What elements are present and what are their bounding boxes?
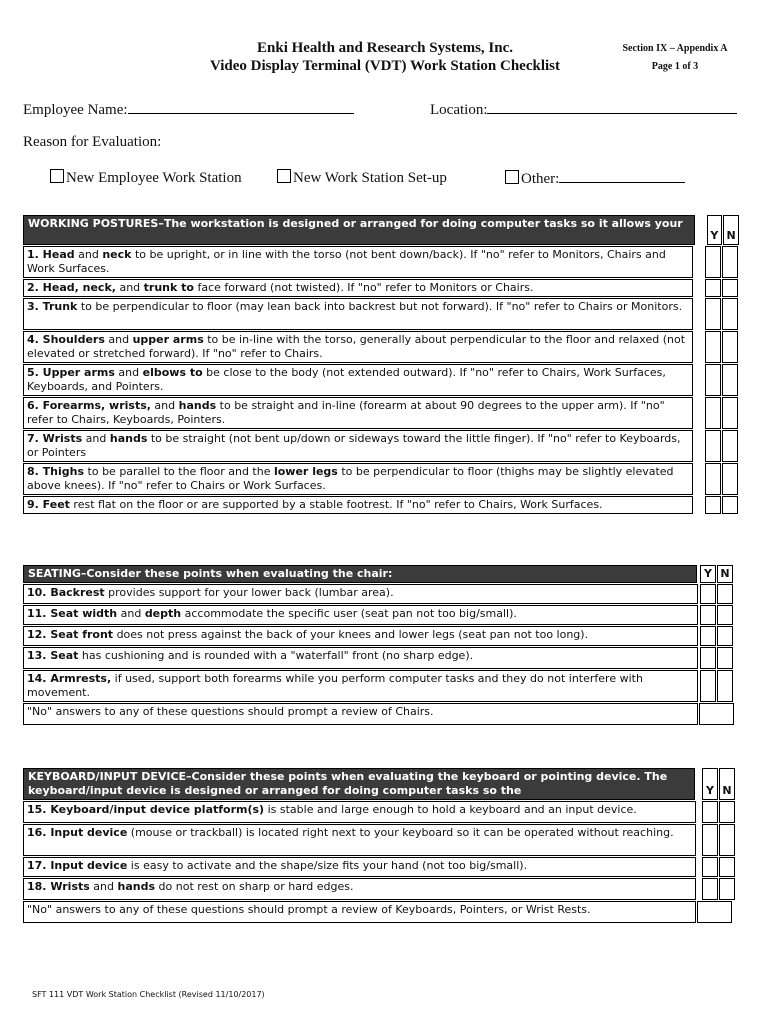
- checklist-row: [23, 397, 739, 429]
- checklist-row: [23, 647, 739, 669]
- yes-column-header: Y: [700, 565, 716, 583]
- option-new-setup-label: New Work Station Set-up: [293, 170, 447, 186]
- question-keyword: elbows to: [142, 366, 203, 379]
- checklist-row: [23, 496, 739, 514]
- question-keyword: 11. Seat width: [27, 607, 118, 620]
- location-line[interactable]: [487, 100, 737, 114]
- question-keyword: 5. Upper arms: [27, 366, 115, 379]
- checklist-row: [23, 430, 739, 462]
- yes-checkbox[interactable]: [700, 605, 716, 625]
- question-keyword: 15. Keyboard/input device platform(s): [27, 803, 265, 816]
- other-line[interactable]: [559, 169, 685, 183]
- option-new-employee[interactable]: [50, 169, 242, 187]
- question-body: to be straight and in-line (forearm at about 90 degrees to the upper arm). If "no" refer to Chairs, Keyboards, Pointers.: [27, 399, 665, 426]
- keyboard-rows: [23, 801, 739, 900]
- question-text: [23, 298, 693, 330]
- question-keyword: 14. Armrests,: [27, 672, 112, 685]
- seating-header: SEATING–Consider these points when evaluating the chair:: [23, 565, 697, 583]
- section-header: [23, 768, 739, 800]
- yes-checkbox[interactable]: [705, 246, 721, 278]
- no-checkbox[interactable]: [719, 824, 735, 856]
- question-body: to be in-line with the torso, generally about perpendicular to the floor and relaxed (not elevated or stretched forward). If "no" refer to Chairs.: [27, 333, 686, 360]
- question-keyword: lower legs: [273, 465, 338, 478]
- no-checkbox[interactable]: [722, 496, 738, 514]
- no-checkbox[interactable]: [722, 364, 738, 396]
- option-other-label: Other:: [521, 171, 560, 187]
- question-body: and: [74, 248, 103, 261]
- question-text: [23, 878, 696, 900]
- yes-checkbox[interactable]: [702, 801, 718, 823]
- question-text: [23, 626, 698, 646]
- employee-name-label: Employee Name:: [23, 102, 128, 118]
- question-body: if used, support both forearms while you perform computer tasks and they do not interfere with movement.: [27, 672, 643, 699]
- seating-note: "No" answers to any of these questions should prompt a review of Chairs.: [23, 703, 698, 725]
- checkbox-new-employee[interactable]: [50, 169, 64, 183]
- question-body: is stable and large enough to hold a keyboard and an input device.: [264, 803, 637, 816]
- note-box: [699, 703, 734, 725]
- question-body: and: [89, 880, 118, 893]
- checklist-row: [23, 298, 739, 330]
- question-body: to be perpendicular to floor (may lean back into backrest but not forward). If "no" refer to Chairs or Monitors.: [77, 300, 683, 313]
- question-keyword: 16. Input device: [27, 826, 128, 839]
- postures-header: WORKING POSTURES–The workstation is designed or arranged for doing computer tasks so it allows your: [23, 215, 695, 245]
- question-text: [23, 670, 698, 702]
- no-checkbox[interactable]: [722, 246, 738, 278]
- yes-checkbox[interactable]: [705, 496, 721, 514]
- question-keyword: depth: [144, 607, 182, 620]
- section-ref: Section IX – Appendix A: [622, 43, 728, 54]
- question-body: to be parallel to the floor and the: [84, 465, 274, 478]
- question-keyword: hands: [109, 432, 148, 445]
- no-checkbox[interactable]: [719, 801, 735, 823]
- question-keyword: 17. Input device: [27, 859, 128, 872]
- no-checkbox[interactable]: [717, 626, 733, 646]
- checklist-row: [23, 331, 739, 363]
- checklist-row: [23, 584, 739, 604]
- no-checkbox[interactable]: [719, 857, 735, 877]
- postures-rows: [23, 246, 739, 514]
- option-new-employee-label: New Employee Work Station: [66, 170, 242, 186]
- no-checkbox[interactable]: [717, 584, 733, 604]
- org-name: Enki Health and Research Systems, Inc.: [257, 40, 513, 56]
- yes-checkbox[interactable]: [700, 584, 716, 604]
- checklist-row: [23, 878, 739, 900]
- question-keyword: 4. Shoulders: [27, 333, 105, 346]
- question-keyword: neck: [102, 248, 132, 261]
- seating-note-row: [23, 703, 739, 725]
- no-checkbox[interactable]: [717, 670, 733, 702]
- yes-column-header: Y: [707, 215, 723, 245]
- question-body: to be straight (not bent up/down or sideways toward the little finger). If "no" refer to Keyboards, or Pointers: [27, 432, 681, 459]
- question-text: [23, 430, 693, 462]
- question-keyword: 1. Head: [27, 248, 75, 261]
- question-body: and: [82, 432, 110, 445]
- yes-checkbox[interactable]: [702, 857, 718, 877]
- question-text: [23, 463, 693, 495]
- checklist-row: [23, 364, 739, 396]
- no-checkbox[interactable]: [719, 878, 735, 900]
- question-body: and: [117, 607, 145, 620]
- question-body: does not press against the back of your knees and lower legs (seat pan not too long).: [113, 628, 589, 641]
- seating-section: [23, 565, 739, 725]
- seating-rows: [23, 584, 739, 702]
- no-checkbox[interactable]: [722, 279, 738, 297]
- yes-checkbox[interactable]: [705, 364, 721, 396]
- question-text: [23, 397, 693, 429]
- question-keyword: 3. Trunk: [27, 300, 78, 313]
- question-keyword: 10. Backrest: [27, 586, 105, 599]
- question-text: [23, 584, 698, 604]
- checklist-row: [23, 670, 739, 702]
- question-body: and: [150, 399, 179, 412]
- question-body: do not rest on sharp or hard edges.: [155, 880, 354, 893]
- question-keyword: trunk to: [143, 281, 194, 294]
- no-checkbox[interactable]: [717, 647, 733, 669]
- yes-checkbox[interactable]: [705, 430, 721, 462]
- yes-checkbox[interactable]: [705, 331, 721, 363]
- question-body: to be upright, or in line with the torso (not bent down/back). If "no" refer to Monitors, Chairs and Work Surfaces.: [27, 248, 666, 275]
- checklist-row: [23, 463, 739, 495]
- question-keyword: 18. Wrists: [27, 880, 90, 893]
- question-body: and: [104, 333, 133, 346]
- question-keyword: hands: [117, 880, 156, 893]
- keyboard-note: "No" answers to any of these questions should prompt a review of Keyboards, Pointers, or Wrist Rests.: [23, 901, 696, 923]
- page-number: Page 1 of 3: [651, 61, 699, 72]
- question-keyword: 13. Seat: [27, 649, 79, 662]
- yes-checkbox[interactable]: [705, 298, 721, 330]
- question-keyword: 8. Thighs: [27, 465, 85, 478]
- option-other[interactable]: [505, 169, 685, 188]
- question-keyword: 2. Head, neck,: [27, 281, 116, 294]
- checklist-row: [23, 857, 739, 877]
- checklist-row: [23, 605, 739, 625]
- footer: SFT 111 VDT Work Station Checklist (Revised 11/10/2017): [32, 990, 265, 999]
- question-body: be close to the body (not extended outward). If "no" refer to Chairs, Work Surfaces, Keyboards, and Pointers.: [27, 366, 666, 393]
- form-title: Video Display Terminal (VDT) Work Station Checklist: [209, 58, 561, 74]
- checklist-row: [23, 626, 739, 646]
- note-box: [697, 901, 732, 923]
- question-body: face forward (not twisted). If "no" refer to Monitors or Chairs.: [193, 281, 534, 294]
- question-keyword: upper arms: [132, 333, 204, 346]
- no-checkbox[interactable]: [722, 331, 738, 363]
- yes-checkbox[interactable]: [700, 670, 716, 702]
- checklist-row: [23, 246, 739, 278]
- question-body: and: [114, 366, 143, 379]
- question-text: [23, 331, 693, 363]
- question-text: [23, 605, 698, 625]
- question-body: to be perpendicular to floor (thighs may be slightly elevated above knees). If "no" refer to Chairs or Work Surfaces.: [27, 465, 674, 492]
- yes-column-header: Y: [702, 768, 718, 800]
- question-body: (mouse or trackball) is located right next to your keyboard so it can be operated without reaching.: [127, 826, 674, 839]
- question-keyword: 6. Forearms, wrists,: [27, 399, 151, 412]
- question-body: accommodate the specific user (seat pan not too big/small).: [181, 607, 517, 620]
- question-keyword: 12. Seat front: [27, 628, 114, 641]
- no-checkbox[interactable]: [722, 430, 738, 462]
- yes-checkbox[interactable]: [705, 397, 721, 429]
- question-text: [23, 857, 696, 877]
- employee-name-field[interactable]: [23, 100, 354, 119]
- no-column-header: N: [719, 768, 735, 800]
- question-body: and: [115, 281, 144, 294]
- question-body: has cushioning and is rounded with a "waterfall" front (no sharp edge).: [78, 649, 474, 662]
- checkbox-other[interactable]: [505, 170, 519, 184]
- question-text: [23, 496, 693, 514]
- question-keyword: 9. Feet: [27, 498, 70, 511]
- no-column-header: N: [717, 565, 733, 583]
- question-text: [23, 246, 693, 278]
- yes-checkbox[interactable]: [700, 647, 716, 669]
- section-header: [23, 565, 739, 583]
- question-keyword: 7. Wrists: [27, 432, 83, 445]
- section-header: [23, 215, 739, 245]
- checkbox-new-setup[interactable]: [277, 169, 291, 183]
- checklist-row: [23, 801, 739, 823]
- question-body: provides support for your lower back (lumbar area).: [104, 586, 394, 599]
- keyboard-section: [23, 768, 739, 923]
- no-checkbox[interactable]: [722, 397, 738, 429]
- question-text: [23, 364, 693, 396]
- no-column-header: N: [723, 215, 739, 245]
- question-body: rest flat on the floor or are supported by a stable footrest. If "no" refer to Chairs, Work Surfaces.: [69, 498, 603, 511]
- location-field[interactable]: [430, 100, 737, 119]
- question-text: [23, 801, 696, 823]
- yes-checkbox[interactable]: [700, 626, 716, 646]
- question-text: [23, 824, 696, 856]
- option-new-setup[interactable]: [277, 169, 447, 187]
- reason-label: Reason for Evaluation:: [23, 134, 162, 150]
- question-keyword: hands: [178, 399, 217, 412]
- yes-checkbox[interactable]: [702, 824, 718, 856]
- question-body: is easy to activate and the shape/size fits your hand (not too big/small).: [127, 859, 528, 872]
- yes-checkbox[interactable]: [705, 463, 721, 495]
- keyboard-note-row: [23, 901, 739, 923]
- location-label: Location:: [430, 102, 488, 118]
- employee-name-line[interactable]: [128, 100, 354, 114]
- question-text: [23, 647, 698, 669]
- checklist-row: [23, 824, 739, 856]
- checklist-row: [23, 279, 739, 297]
- yes-checkbox[interactable]: [705, 279, 721, 297]
- yes-checkbox[interactable]: [702, 878, 718, 900]
- no-checkbox[interactable]: [717, 605, 733, 625]
- keyboard-header: KEYBOARD/INPUT DEVICE–Consider these points when evaluating the keyboard or pointing device. The keyboard/input device is designed or arranged for doing computer tasks so the: [23, 768, 695, 800]
- question-text: [23, 279, 693, 297]
- no-checkbox[interactable]: [722, 463, 738, 495]
- working-postures-section: [23, 215, 739, 514]
- no-checkbox[interactable]: [722, 298, 738, 330]
